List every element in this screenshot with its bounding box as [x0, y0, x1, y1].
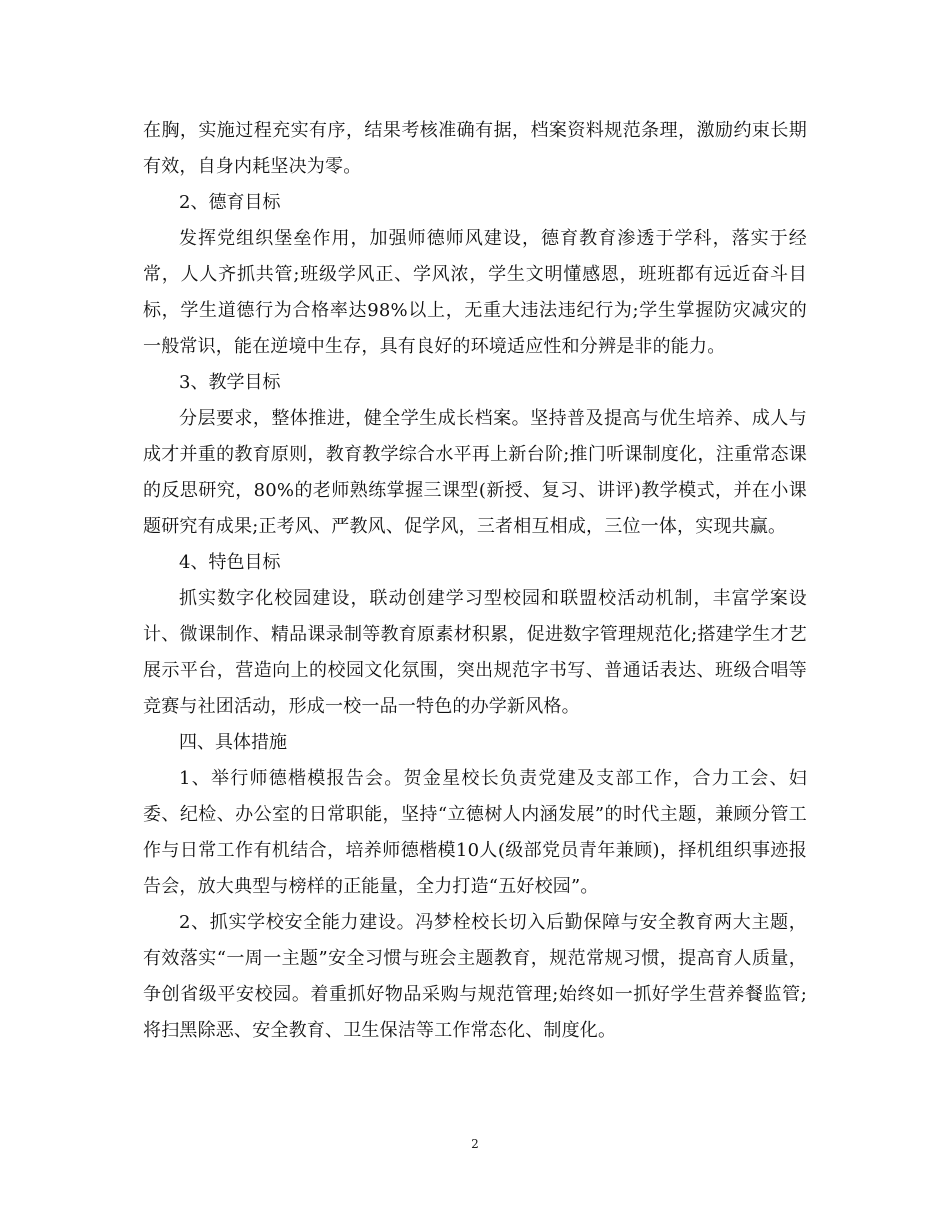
- paragraph-continuation: 在胸，实施过程充实有序，结果考核准确有据，档案资料规范条理，激励约束长期有效，自身内耗坚决为零。: [143, 120, 807, 177]
- paragraph-teaching-goals: 分层要求，整体推进，健全学生成长档案。坚持普及提高与优生培养、成人与成才并重的教育原则，教育教学综合水平再上新台阶;推门听课制度化，注重常态课的反思研究，80%的老师熟练掌握三课型(新授、复习、讲评)教学模式，并在小课题研究有成果;正考风、严教风、促学风，三者相互相成，三位一体，实现共赢。: [143, 408, 807, 537]
- section-heading-moral-goals: 2、德育目标: [179, 192, 281, 213]
- paragraph-measure-1: 1、举行师德楷模报告会。贺金星校长负责党建及支部工作，合力工会、妇委、纪检、办公室的日常职能，坚持“立德树人内涵发展”的时代主题，兼顾分管工作与日常工作有机结合，培养师德楷模10人(级部党员青年兼顾)，择机组织事迹报告会，放大典型与榜样的正能量，全力打造“五好校园”。: [143, 768, 807, 897]
- paragraph-moral-goals: 发挥党组织堡垒作用，加强师德师风建设，德育教育渗透于学科，落实于经常，人人齐抓共管;班级学风正、学风浓，学生文明懂感恩，班班都有远近奋斗目标，学生道德行为合格率达98%以上，无重大违法违纪行为;学生掌握防灾减灾的一般常识，能在逆境中生存，具有良好的环境适应性和分辨是非的能力。: [143, 228, 807, 357]
- document-body: [143, 113, 807, 1049]
- paragraph-feature-goals: 抓实数字化校园建设，联动创建学习型校园和联盟校活动机制，丰富学案设计、微课制作、精品课录制等教育原素材积累，促进数字管理规范化;搭建学生才艺展示平台，营造向上的校园文化氛围，突出规范字书写、普通话表达、班级合唱等竞赛与社团活动，形成一校一品一特色的办学新风格。: [143, 588, 807, 717]
- section-heading-measures: 四、具体措施: [179, 732, 287, 753]
- paragraph-measure-2: 2、抓实学校安全能力建设。冯梦栓校长切入后勤保障与安全教育两大主题，有效落实“一周一主题”安全习惯与班会主题教育，规范常规习惯，提高育人质量，争创省级平安校园。着重抓好物品采购与规范管理;始终如一抓好学生营养餐监管;将扫黑除恶、安全教育、卫生保洁等工作常态化、制度化。: [143, 912, 807, 1041]
- page-number: 2: [471, 1137, 479, 1151]
- section-heading-feature-goals: 4、特色目标: [179, 552, 281, 573]
- section-heading-teaching-goals: 3、教学目标: [179, 372, 281, 393]
